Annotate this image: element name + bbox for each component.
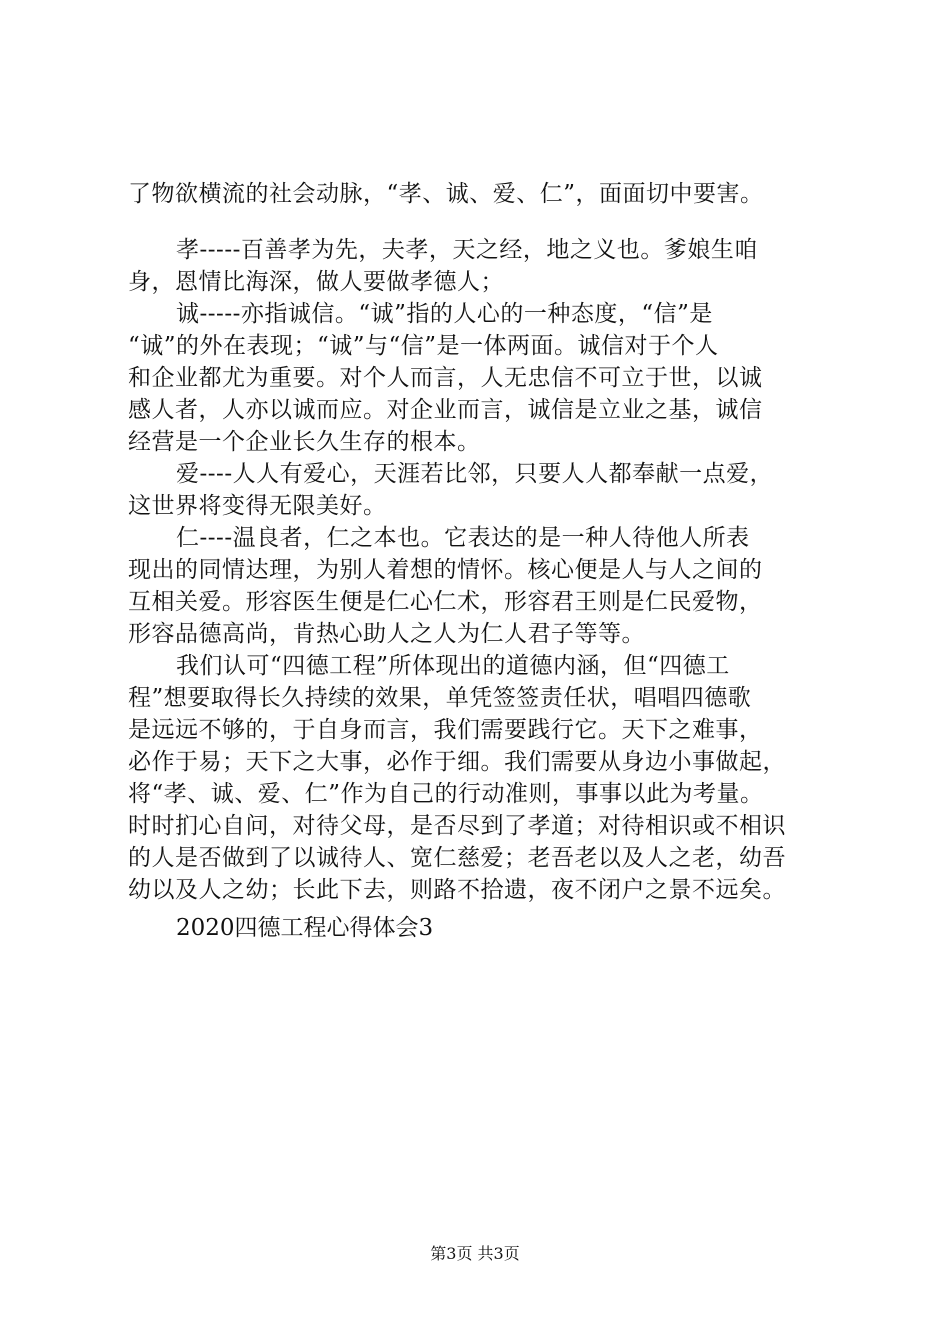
text-line: 了物欲横流的社会动脉，“孝、诚、爱、仁”，面面切中要害。 <box>128 181 764 207</box>
text-line: 经营是一个企业长久生存的根本。 <box>128 429 481 455</box>
text-line: 感人者，人亦以诚而应。对企业而言，诚信是立业之基，诚信 <box>128 397 763 423</box>
text-line: 时时扪心自问，对待父母，是否尽到了孝道；对待相识或不相识 <box>128 813 786 839</box>
text-line: 形容品德高尚，肯热心助人之人为仁人君子等等。 <box>128 621 645 647</box>
text-line: 诚-----亦指诚信。“诚”指的人心的一种态度，“信”是 <box>176 301 713 327</box>
text-line: 将“孝、诚、爱、仁”作为自己的行动准则，事事以此为考量。 <box>128 781 764 807</box>
text-line: 爱----人人有爱心，天涯若比邻，只要人人都奉献一点爱， <box>176 461 774 487</box>
section-heading: 2020四德工程心得体会3 <box>176 915 434 941</box>
text-line: 互相关爱。形容医生便是仁心仁术，形容君王则是仁民爱物， <box>128 589 763 615</box>
text-line: 这世界将变得无限美好。 <box>128 493 387 519</box>
text-line: 是远远不够的，于自身而言，我们需要践行它。天下之难事， <box>128 717 763 743</box>
text-line: “诚”的外在表现；“诚”与“信”是一体两面。诚信对于个人 <box>128 333 719 359</box>
page-number-footer: 第3页 共3页 <box>430 1244 520 1263</box>
text-line: 孝-----百善孝为先，夫孝，天之经，地之义也。爹娘生咱 <box>176 237 758 263</box>
text-line: 现出的同情达理，为别人着想的情怀。核心便是人与人之间的 <box>128 557 763 583</box>
text-line: 必作于易；天下之大事，必作于细。我们需要从身边小事做起， <box>128 749 786 775</box>
text-line: 身，恩情比海深，做人要做孝德人； <box>128 269 504 295</box>
text-line: 我们认可“四德工程”所体现出的道德内涵，但“四德工 <box>176 653 730 679</box>
document-body <box>128 178 836 906</box>
text-line: 程”想要取得长久持续的效果，单凭签签责任状，唱唱四德歌 <box>128 685 752 711</box>
text-line: 和企业都尤为重要。对个人而言，人无忠信不可立于世，以诚 <box>128 365 763 391</box>
text-line: 的人是否做到了以诚待人、宽仁慈爱；老吾老以及人之老，幼吾 <box>128 845 786 871</box>
paragraph-gap <box>128 210 836 234</box>
text-line: 仁----温良者，仁之本也。它表达的是一种人待他人所表 <box>176 525 750 551</box>
text-line: 幼以及人之幼；长此下去，则路不拾遗，夜不闭户之景不远矣。 <box>128 877 786 903</box>
